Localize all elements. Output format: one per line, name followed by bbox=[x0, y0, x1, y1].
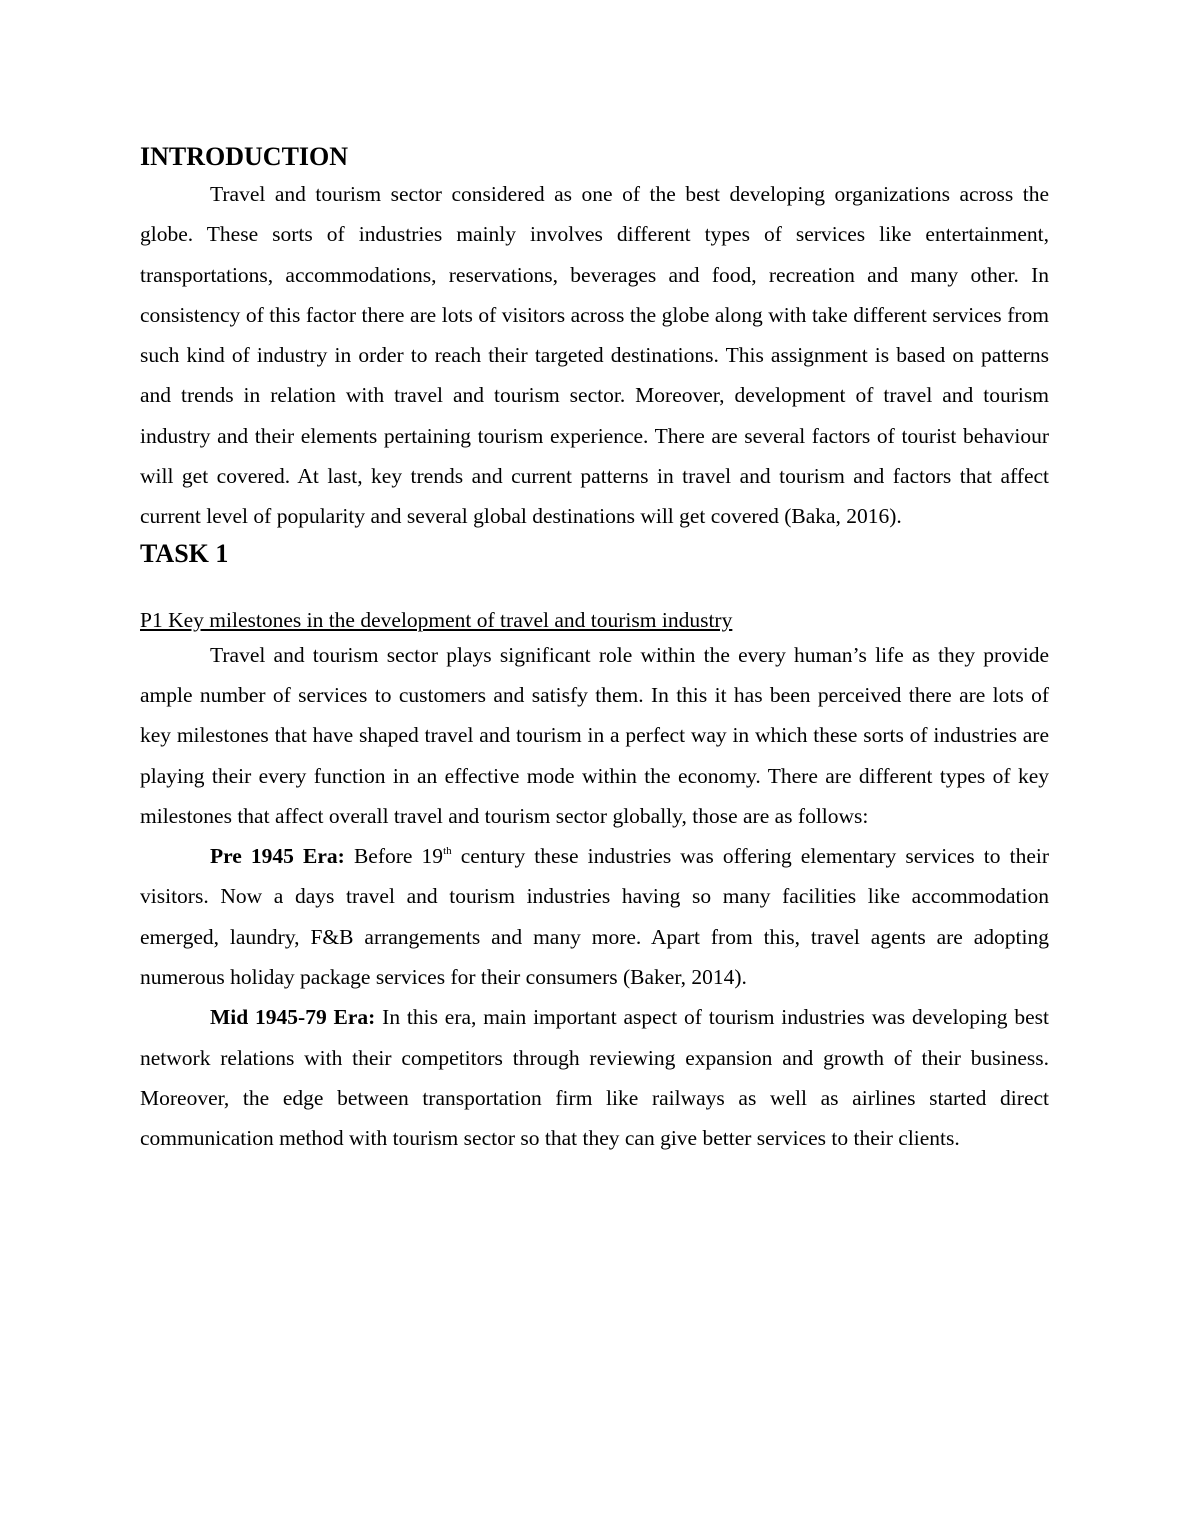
era-paragraph-pre-1945 bbox=[140, 836, 1049, 997]
era-text-mid-1945-79: In this era, main important aspect of tourism industries was developing best network relations with their competitors through reviewing expansion and growth of their business. Moreover, the edge between transportation firm like railways as well as airlines started direct communication method with tourism sector so that they can give better services to their clients. bbox=[140, 1005, 1049, 1151]
introduction-paragraph: Travel and tourism sector considered as one of the best developing organizations across the globe. These sorts of industries mainly involves different types of services like entertainment, transportations, accommodations, reservations, beverages and food, recreation and many other. In consistency of this factor there are lots of visitors across the globe along with take different services from such kind of industry in order to reach their targeted destinations. This assignment is based on patterns and trends in relation with travel and tourism sector. Moreover, development of travel and tourism industry and their elements pertaining tourism experience. There are several factors of tourist behaviour will get covered. At last, key trends and current patterns in travel and tourism and factors that affect current level of popularity and several global destinations will get covered (Baka, 2016). bbox=[140, 182, 1049, 529]
task1-heading: TASK 1 bbox=[140, 538, 229, 568]
ordinal-superscript: th bbox=[443, 845, 452, 858]
document-page bbox=[140, 140, 1049, 1159]
era-text-pre-1945-a: Before 19 bbox=[344, 844, 444, 869]
era-label-pre-1945: Pre 1945 Era: bbox=[210, 844, 345, 869]
introduction-heading: INTRODUCTION bbox=[140, 142, 349, 171]
era-paragraph-mid-1945-79 bbox=[140, 997, 1049, 1158]
p1-subheading: P1 Key milestones in the development of travel and tourism industry bbox=[140, 607, 733, 632]
p1-paragraph: Travel and tourism sector plays significant role within the every human’s life as they provide ample number of services to customers and satisfy them. In this it has been perceived there are lots of key milestones that have shaped travel and tourism in a perfect way in which these sorts of industries are playing their every function in an effective mode within the economy. There are different types of key milestones that affect overall travel and tourism sector globally, those are as follows: bbox=[140, 642, 1049, 828]
era-text-pre-1945-b: century these industries was offering elementary services to their visitors. Now a days travel and tourism industries having so many facilities like accommodation emerged, laundry, F&B arrangements and many more. Apart from this, travel agents are adopting numerous holiday package services for their consumers (Baker, 2014). bbox=[140, 844, 1049, 990]
era-label-mid-1945-79: Mid 1945-79 Era: bbox=[210, 1005, 376, 1030]
